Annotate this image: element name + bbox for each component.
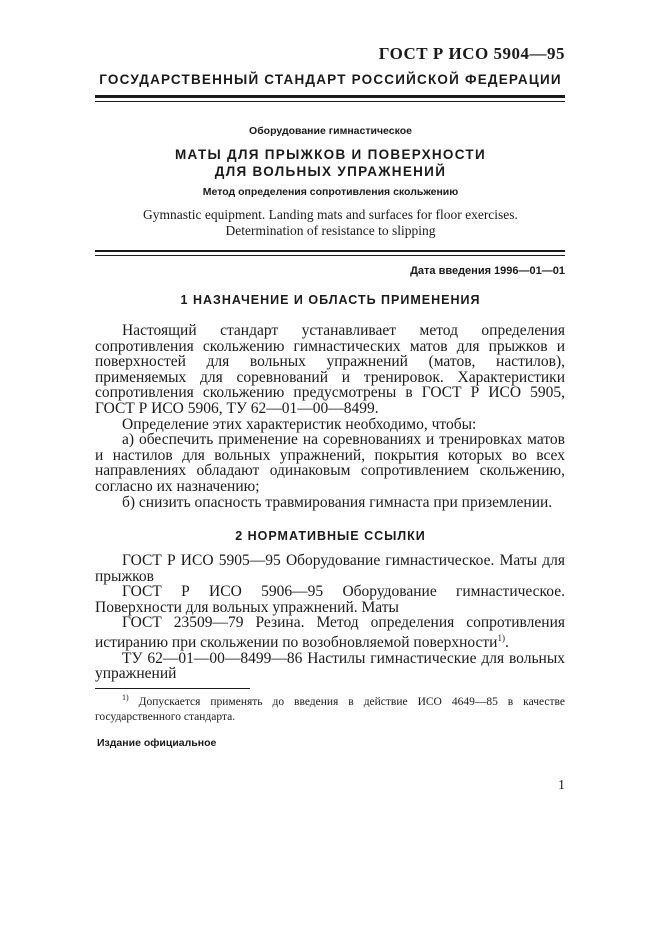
section-1-item-b: б) снизить опасность травмирования гимнаста при приземлении. — [122, 493, 553, 511]
equipment-category: Оборудование гимнастическое — [249, 125, 412, 137]
footnote-rule — [95, 688, 250, 689]
footnote-text: Допускается применять до введения в действие ИСО 4649—85 в качестве государственного стандарта. — [95, 695, 565, 723]
section-2-body — [95, 553, 565, 682]
footnote-reference: 1) — [497, 632, 505, 643]
section-1-body — [95, 323, 565, 510]
method-subtitle: Метод определения сопротивления скольжению — [202, 186, 459, 198]
header-rule-thin — [95, 101, 565, 102]
section-2-heading: 2 НОРМАТИВНЫЕ ССЫЛКИ — [235, 529, 426, 543]
title-rule-thin — [95, 255, 565, 256]
reference-1: ГОСТ Р ИСО 5905—95 Оборудование гимнастическое. Маты для прыжков — [95, 552, 565, 585]
state-standard-heading: ГОСУДАРСТВЕННЫЙ СТАНДАРТ РОССИЙСКОЙ ФЕДЕРАЦИИ — [99, 72, 562, 87]
reference-3-text: ГОСТ 23509—79 Резина. Метод определения сопротивления истиранию при скольжении по возобновляемой поверхности — [95, 614, 565, 652]
section-1-heading: 1 НАЗНАЧЕНИЕ И ОБЛАСТЬ ПРИМЕНЕНИЯ — [180, 293, 481, 307]
section-1-item-a: а) обеспечить применение на соревнованиях и тренировках матов и настилов для вольных упражнений, покрытия которых во всех направлениях обладают одинаковым сопротивлением скольжению, согласно их назначению; — [95, 431, 565, 495]
english-title-line-1: Gymnastic equipment. Landing mats and surfaces for floor exercises. — [143, 207, 518, 222]
section-1-paragraph-1: Настоящий стандарт устанавливает метод определения сопротивления скольжению гимнастических матов для прыжков и поверхностей для вольных упражнений (матов, настилов), применяемых для соревнований и тренировок. Характеристики сопротивления скольжению предусмотрены в ГОСТ Р ИСО 5905, ГОСТ Р ИСО 5906, ТУ 62—01—00—8499. — [95, 322, 565, 417]
header-rule-thick — [95, 95, 565, 98]
page-number: 1 — [558, 778, 565, 793]
reference-3-end: . — [504, 634, 509, 652]
reference-2: ГОСТ Р ИСО 5906—95 Оборудование гимнастическое. Поверхности для вольных упражнений. Маты — [95, 583, 565, 616]
footnote-marker: 1) — [122, 693, 129, 702]
reference-4: ТУ 62—01—00—8499—86 Настилы гимнастические для вольных упражнений — [95, 649, 565, 683]
title-rule-thick — [95, 250, 565, 252]
title-line-1: МАТЫ ДЛЯ ПРЫЖКОВ И ПОВЕРХНОСТИ — [175, 147, 486, 162]
official-edition-label: Издание официальное — [97, 737, 217, 749]
document-title — [0, 146, 661, 180]
standard-code: ГОСТ Р ИСО 5904—95 — [378, 44, 565, 63]
english-title — [0, 207, 661, 239]
reference-3 — [95, 615, 565, 650]
footnote — [95, 690, 565, 725]
title-line-2: ДЛЯ ВОЛЬНЫХ УПРАЖНЕНИЙ — [214, 164, 447, 179]
english-title-line-2: Determination of resistance to slipping — [225, 223, 436, 238]
section-1-paragraph-2: Определение этих характеристик необходимо, чтобы: — [122, 415, 477, 433]
date-introduced: Дата введения 1996—01—01 — [410, 265, 565, 277]
